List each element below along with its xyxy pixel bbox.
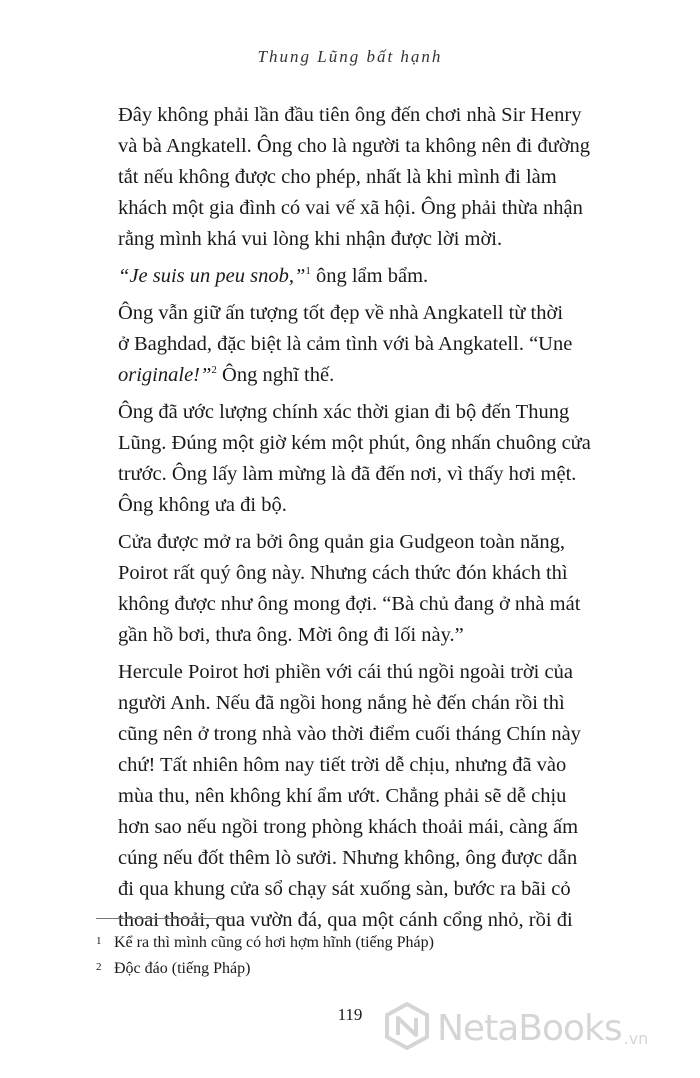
text-line: Đây không phải lần đầu tiên ông đến chơi nhà Sir Henry [118, 104, 582, 126]
text-segment: ông lẩm bẩm. [310, 265, 429, 287]
paragraph [118, 100, 613, 255]
paragraph [118, 657, 613, 936]
footnote [96, 929, 596, 955]
text-line: người Anh. Nếu đã ngồi hong nắng hè đến chán rồi thì [118, 692, 565, 714]
text-line: Cửa được mở ra bởi ông quản gia Gudgeon toàn năng, [118, 531, 565, 553]
text-line: khách một gia đình có vai vế xã hội. Ông phải thừa nhận [118, 197, 583, 219]
text-line [118, 360, 613, 391]
french-quote: “Je suis un peu snob,” [118, 265, 306, 287]
footnote-text: Độc đáo (tiếng Pháp) [114, 960, 251, 977]
text-line: chứ! Tất nhiên hôm nay tiết trời dễ chịu, nhưng đã vào [118, 754, 567, 776]
text-line [118, 261, 613, 292]
text-line: Lũng. Đúng một giờ kém một phút, ông nhấn chuông cửa [118, 432, 591, 454]
page-number: 119 [337, 1005, 363, 1024]
text-line: cũng nên ở trong nhà vào thời điểm cuối tháng Chín này [118, 723, 581, 745]
footnote-number: 1 [96, 935, 102, 947]
netabooks-logo-icon [383, 1002, 431, 1055]
french-quote: originale!” [118, 364, 212, 386]
text-line: gần hồ bơi, thưa ông. Mời ông đi lối này.” [118, 624, 464, 646]
text-line: rằng mình khá vui lòng khi nhận được lời mời. [118, 228, 503, 250]
text-line: trước. Ông lấy làm mừng là đã đến nơi, vì thấy hơi mệt. [118, 463, 577, 485]
footnote-ref: 2 [211, 364, 217, 377]
text-segment: ở Baghdad, đặc biệt là cảm tình với bà Angkatell. “Une [118, 333, 573, 355]
text-line: hơn sao nếu ngồi trong phòng khách thoải mái, càng ấm [118, 816, 579, 838]
text-line: và bà Angkatell. Ông cho là người ta không nên đi đường [118, 135, 591, 157]
footnote-divider [96, 918, 232, 919]
watermark-text: NetaBooks [437, 1007, 622, 1049]
paragraph [118, 397, 613, 521]
text-line: không được như ông mong đợi. “Bà chủ đang ở nhà mát [118, 593, 581, 615]
text-line: thoai thoải, qua vườn đá, qua một cánh cổng nhỏ, rồi đi [118, 909, 573, 931]
footnote [96, 955, 596, 981]
footnote-ref: 1 [305, 265, 311, 278]
text-segment: Ông nghĩ thế. [216, 364, 335, 386]
footnote-text: Kể ra thì mình cũng có hơi hợm hĩnh (tiếng Pháp) [114, 934, 434, 951]
text-line: mùa thu, nên không khí ẩm ướt. Chẳng phải sẽ dễ chịu [118, 785, 567, 807]
body-text [118, 100, 613, 942]
text-line: tắt nếu không được cho phép, nhất là khi mình đi làm [118, 166, 557, 188]
text-line: đi qua khung cửa sổ chạy sát xuống sàn, bước ra bãi cỏ [118, 878, 571, 900]
footnote-number: 2 [96, 961, 102, 973]
text-line: cúng nếu đốt thêm lò sưởi. Nhưng không, ông được dẫn [118, 847, 578, 869]
text-line: Ông đã ước lượng chính xác thời gian đi bộ đến Thung [118, 401, 570, 423]
text-line: Poirot rất quý ông này. Nhưng cách thức đón khách thì [118, 562, 568, 584]
text-line [118, 329, 613, 360]
text-line: Ông vẫn giữ ấn tượng tốt đẹp về nhà Angkatell từ thời [118, 302, 564, 324]
text-line: Ông không ưa đi bộ. [118, 494, 287, 516]
watermark-suffix: .vn [623, 1029, 649, 1048]
paragraph [118, 527, 613, 651]
paragraph [118, 298, 613, 391]
watermark [383, 1000, 683, 1056]
text-line: Hercule Poirot hơi phiền với cái thú ngồi ngoài trời của [118, 661, 573, 683]
footnotes [96, 929, 596, 981]
running-header: Thung Lũng bất hạnh [257, 47, 443, 66]
paragraph [118, 261, 613, 292]
